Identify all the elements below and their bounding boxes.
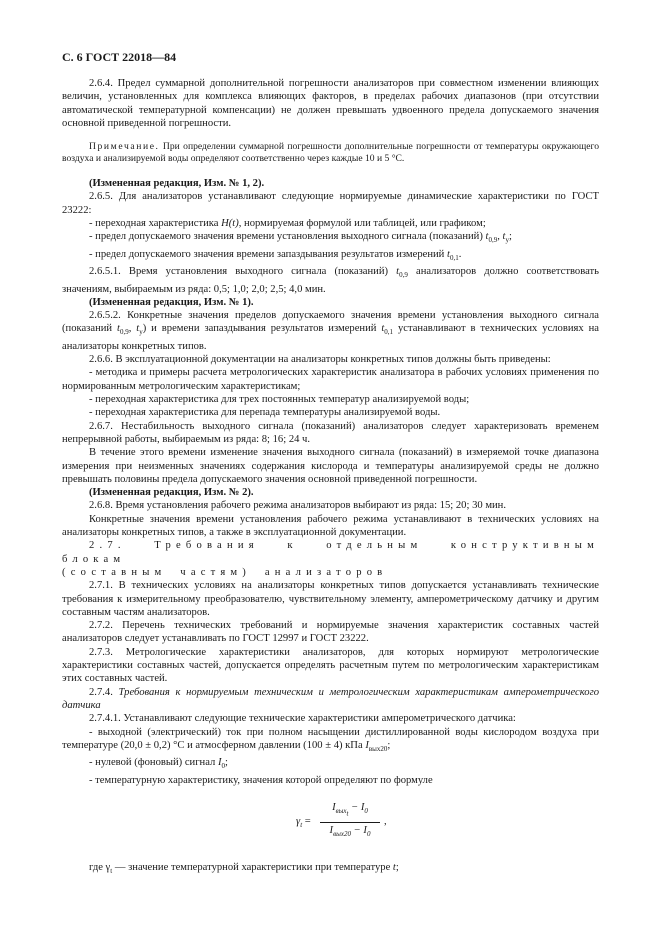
formula-lhs: $\gamma_t$ = <box>296 815 311 830</box>
list-item: - переходная характеристика для трех постоянных температур анализируемой воды; <box>89 394 470 406</box>
paragraph-2-6-4: 2.6.4. Предел суммарной дополнительной погрешности анализаторов при совместном изменении влияющих величин, установленных для комплекса влияющих факторов, в пределах рабочих диапазонов (при отсутствии автоматической температурной компенсации) не должен превышать удвоенного предела допускаемого значения основной приведенной погрешности. <box>62 78 599 129</box>
paragraph-2-7-3: 2.7.3. Метрологические характеристики анализаторов, для которых нормируют метрологические характеристики составных частей, допускается определять расчетным путем по метрологическим характеристикам этих составных частей. <box>62 646 599 685</box>
section-heading-2-7: 2.7. Требования к отдельным конструктивным блокам <box>62 540 599 565</box>
list-item: - переходная характеристика для перепада температуры анализируемой воды. <box>89 407 441 419</box>
formula-temperature-characteristic <box>62 799 599 847</box>
page-header: С. 6 ГОСТ 22018—84 <box>62 50 177 64</box>
document-body <box>62 77 599 878</box>
paragraph-2-7-4: 2.7.4. Требования к нормируемым техническим и метрологическим характеристикам амперометрического датчика <box>62 686 600 711</box>
list-item: - переходная характеристика H(t), нормируемая формулой или таблицей, или графиком; <box>89 218 486 230</box>
paragraph-2-6-5-2: 2.6.5.2. Конкретные значения пределов допускаемого значения времени установления выходного сигнала (показаний $t_{0,9}$, $t_у$) и времени запаздывания результатов измерений $t_{0,1}$ устанавливают в технических условиях на анализаторы конкретных типов. <box>62 310 599 352</box>
paragraph-2-6-5: 2.6.5. Для анализаторов устанавливают следующие нормируемые динамические характеристики по ГОСТ 23222: <box>62 191 599 216</box>
paragraph-2-6-7-cont: В течение этого времени изменение значения выходного сигнала (показаний) в измеряемой точке диапазона измерения при неизменных значениях содержания кислорода и температуры анализируемой среды не должно превышать половины предела допускаемого значения основной приведенной погрешности. <box>62 447 599 485</box>
list-item: - температурную характеристику, значения которой определяют по формуле <box>89 774 433 786</box>
edition-note-3: (Измененная редакция, Изм. № 2). <box>89 487 254 499</box>
paragraph-2-6-7: 2.6.7. Нестабильность выходного сигнала (показаний) анализаторов следует характеризовать временем непрерывной работы, выбираемым из ряда: 8; 16; 24 ч. <box>62 420 599 445</box>
edition-note-1: (Измененная редакция, Изм. № 1, 2). <box>89 178 265 190</box>
formula-denominator: $I_{вых20} - I_0$ <box>329 824 371 838</box>
note <box>62 141 599 165</box>
formula-fraction <box>320 801 380 841</box>
formula-where-clause: где $\gamma_t$ — значение температурной характеристики при температуре t; <box>89 861 399 876</box>
paragraph-2-7-1: 2.7.1. В технических условиях на анализаторы конкретных типов допускается устанавливать технические требования к измерительному преобразователю, чувствительному элементу, амперометрическому датчику и другим составным частям анализаторов. <box>62 580 599 618</box>
section-heading-2-7-cont: (составным частям) анализаторов <box>62 566 388 578</box>
paragraph-2-7-4-1: 2.7.4.1. Устанавливают следующие технические характеристики амперометрического датчика: <box>89 713 516 725</box>
list-item: - выходной (электрический) ток при полном насыщении дистиллированной воды кислородом воздуха при температуре (20,0 ± 0,2) °С и атмосферном давлении (100 ± 4) кПа $I_{вых20}$; <box>62 726 599 753</box>
note-text: При определении суммарной погрешности дополнительные погрешности от температуры окружающего воздуха и анализируемой воды определяют соответственно через каждые 10 и 5 °С. <box>62 141 599 165</box>
edition-note-2: (Измененная редакция, Изм. № 1). <box>89 296 254 308</box>
list-item: - нулевой (фоновый) сигнал $I_0$; <box>89 757 228 771</box>
paragraph-2-6-8-cont: Конкретные значения времени установления рабочего режима устанавливают в технических условиях на анализаторы конкретных типов, а также в эксплуатационной документации. <box>62 513 599 539</box>
paragraph-2-6-8: 2.6.8. Время установления рабочего режима анализаторов выбирают из ряда: 15; 20; 30 мин. <box>89 500 507 512</box>
list-item: - предел допускаемого значения времени запаздывания результатов измерений $t_{0,1}$. <box>89 248 462 262</box>
paragraph-2-6-6: 2.6.6. В эксплуатационной документации на анализаторы конкретных типов должны быть приведены: <box>89 354 551 366</box>
formula-numerator: $I_{вых_t} - I_0$ <box>320 801 380 823</box>
list-item: - методика и примеры расчета метрологических характеристик анализатора в рабочих условиях применения по нормированным метрологическим характеристикам; <box>62 367 599 392</box>
note-lead: Примечание. <box>89 141 160 153</box>
list-item: - предел допускаемого значения времени установления выходного сигнала (показаний) $t_{0,9}$, $t_у$; <box>89 231 512 245</box>
paragraph-2-6-5-1: 2.6.5.1. Время установления выходного сигнала (показаний) $t_{0,9}$ анализаторов должно соответствовать значениям, выбираемым из ряда: 0,5; 1,0; 2,0; 2,5; 4,0 мин. <box>62 266 599 295</box>
paragraph-2-7-2: 2.7.2. Перечень технических требований и нормируемые значения характеристик составных частей анализаторов следует устанавливать по ГОСТ 12997 и ГОСТ 23222. <box>62 620 599 645</box>
formula-tail: , <box>384 815 387 827</box>
